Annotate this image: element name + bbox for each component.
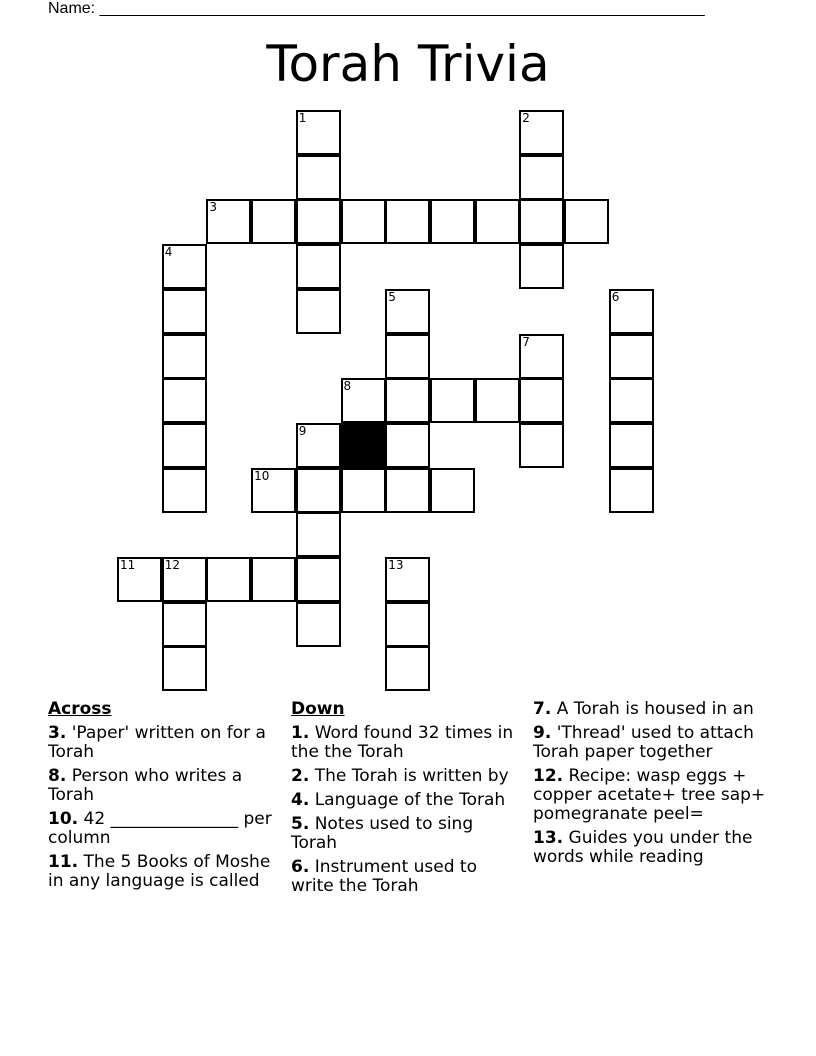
grid-cell[interactable] (385, 199, 430, 244)
grid-cell[interactable] (341, 378, 386, 423)
grid-cell[interactable] (162, 334, 207, 379)
clue-number-label: 12 (164, 558, 180, 572)
clue-down-2 (291, 767, 515, 786)
grid-cell[interactable] (162, 646, 207, 691)
grid-cell[interactable] (430, 468, 475, 513)
grid-cell[interactable] (251, 557, 296, 602)
clue-down-5 (291, 815, 515, 853)
grid-cell[interactable] (162, 289, 207, 334)
down-heading: Down (291, 699, 345, 719)
grid-cell[interactable] (385, 423, 430, 468)
clue-across-10 (48, 810, 280, 848)
grid-cell[interactable] (296, 244, 341, 289)
clue-number-label: 2 (522, 111, 530, 125)
clue-down-6 (291, 858, 515, 896)
grid-cell[interactable] (609, 289, 654, 334)
clue-number-label: 8 (343, 379, 352, 394)
grid-cell[interactable] (206, 199, 251, 244)
clue-number: 11. (48, 852, 79, 872)
clue-text: 42 _______________ per column (48, 809, 272, 848)
clue-number: 1. (291, 723, 310, 743)
clue-number: 13. (533, 828, 564, 848)
grid-cell[interactable] (519, 244, 564, 289)
name-field-label: Name: ____________________________________________________________________ (48, 0, 705, 17)
clue-number: 2. (291, 766, 310, 786)
grid-cell[interactable] (296, 602, 341, 647)
grid-cell[interactable] (519, 110, 564, 155)
clue-number: 8. (48, 766, 67, 786)
clue-text: A Torah is housed in an (551, 699, 754, 719)
grid-cell[interactable] (385, 602, 430, 647)
clue-down-7 (533, 700, 773, 719)
clue-text: 'Thread' used to attach Torah paper together (533, 723, 754, 762)
clue-down-4 (291, 791, 515, 810)
grid-cell[interactable] (519, 155, 564, 200)
clue-number: 10. (48, 809, 79, 829)
clue-text: The Torah is written by (309, 766, 509, 786)
clue-text: Recipe: wasp eggs + copper acetate+ tree sap+ pomegranate peel= (533, 766, 766, 824)
grid-cell[interactable] (162, 468, 207, 513)
grid-cell[interactable] (296, 110, 341, 155)
grid-cell[interactable] (296, 468, 341, 513)
clue-number-label: 5 (388, 289, 396, 304)
clue-text: The 5 Books of Moshe in any language is called (48, 852, 271, 891)
clue-number-label: 4 (164, 245, 173, 260)
clue-number-label: 11 (120, 558, 136, 572)
clue-number-label: 10 (254, 468, 270, 483)
across-heading: Across (48, 699, 112, 719)
grid-cell[interactable] (341, 199, 386, 244)
grid-cell[interactable] (385, 557, 430, 602)
grid-cell[interactable] (206, 557, 251, 602)
grid-cell[interactable] (609, 378, 654, 423)
grid-cell[interactable] (475, 378, 520, 423)
clue-text: Instrument used to write the Torah (291, 857, 477, 896)
black-square (341, 423, 386, 468)
clue-text: Word found 32 times in the the Torah (291, 723, 514, 762)
grid-cell[interactable] (162, 557, 207, 602)
grid-cell[interactable] (564, 199, 609, 244)
grid-cell[interactable] (251, 468, 296, 513)
clue-number-label: 7 (522, 334, 530, 349)
clue-number-label: 6 (611, 289, 620, 304)
grid-cell[interactable] (609, 468, 654, 513)
grid-cell[interactable] (385, 334, 430, 379)
grid-cell[interactable] (296, 512, 341, 557)
clue-text: Notes used to sing Torah (291, 814, 474, 853)
grid-cell[interactable] (430, 199, 475, 244)
clue-text: 'Paper' written on for a Torah (48, 723, 266, 762)
clue-across-3 (48, 724, 280, 762)
clue-down-1 (291, 724, 515, 762)
grid-cell[interactable] (162, 378, 207, 423)
grid-cell[interactable] (296, 199, 341, 244)
down-clues-continued (533, 700, 773, 872)
grid-cell[interactable] (475, 199, 520, 244)
grid-cell[interactable] (385, 468, 430, 513)
grid-cell[interactable] (430, 378, 475, 423)
grid-cell[interactable] (385, 289, 430, 334)
clue-across-11 (48, 853, 280, 891)
grid-cell[interactable] (296, 289, 341, 334)
grid-cell[interactable] (117, 557, 162, 602)
clue-text: Person who writes a Torah (48, 766, 243, 805)
clue-number: 3. (48, 723, 67, 743)
grid-cell[interactable] (162, 423, 207, 468)
clue-number-label: 9 (298, 423, 307, 438)
clue-text: Guides you under the words while reading (533, 828, 753, 867)
grid-cell[interactable] (251, 199, 296, 244)
grid-cell[interactable] (519, 423, 564, 468)
clue-across-8 (48, 767, 280, 805)
clue-number: 9. (533, 723, 552, 743)
grid-cell[interactable] (341, 468, 386, 513)
grid-cell[interactable] (162, 244, 207, 289)
clue-number: 7. (533, 699, 552, 719)
clue-text: Language of the Torah (309, 790, 506, 810)
clue-number-label: 13 (388, 558, 404, 572)
clue-number: 6. (291, 857, 310, 877)
across-clues (48, 700, 280, 896)
clue-number: 5. (291, 814, 310, 834)
grid-cell[interactable] (609, 334, 654, 379)
grid-cell[interactable] (162, 602, 207, 647)
grid-cell[interactable] (519, 199, 564, 244)
clue-down-9 (533, 724, 773, 762)
down-clues (291, 700, 515, 901)
grid-cell[interactable] (609, 423, 654, 468)
clue-number-label: 3 (209, 200, 218, 215)
clue-number-label: 1 (298, 111, 307, 125)
clue-down-12 (533, 767, 773, 824)
clue-down-13 (533, 829, 773, 867)
grid-cell[interactable] (296, 423, 341, 468)
puzzle-title: Torah Trivia (266, 35, 550, 93)
grid-cell[interactable] (519, 378, 564, 423)
grid-cell[interactable] (296, 155, 341, 200)
clue-number: 4. (291, 790, 310, 810)
clue-number: 12. (533, 766, 564, 786)
grid-cell[interactable] (385, 378, 430, 423)
grid-cell[interactable] (296, 557, 341, 602)
grid-cell[interactable] (385, 646, 430, 691)
grid-cell[interactable] (519, 334, 564, 379)
